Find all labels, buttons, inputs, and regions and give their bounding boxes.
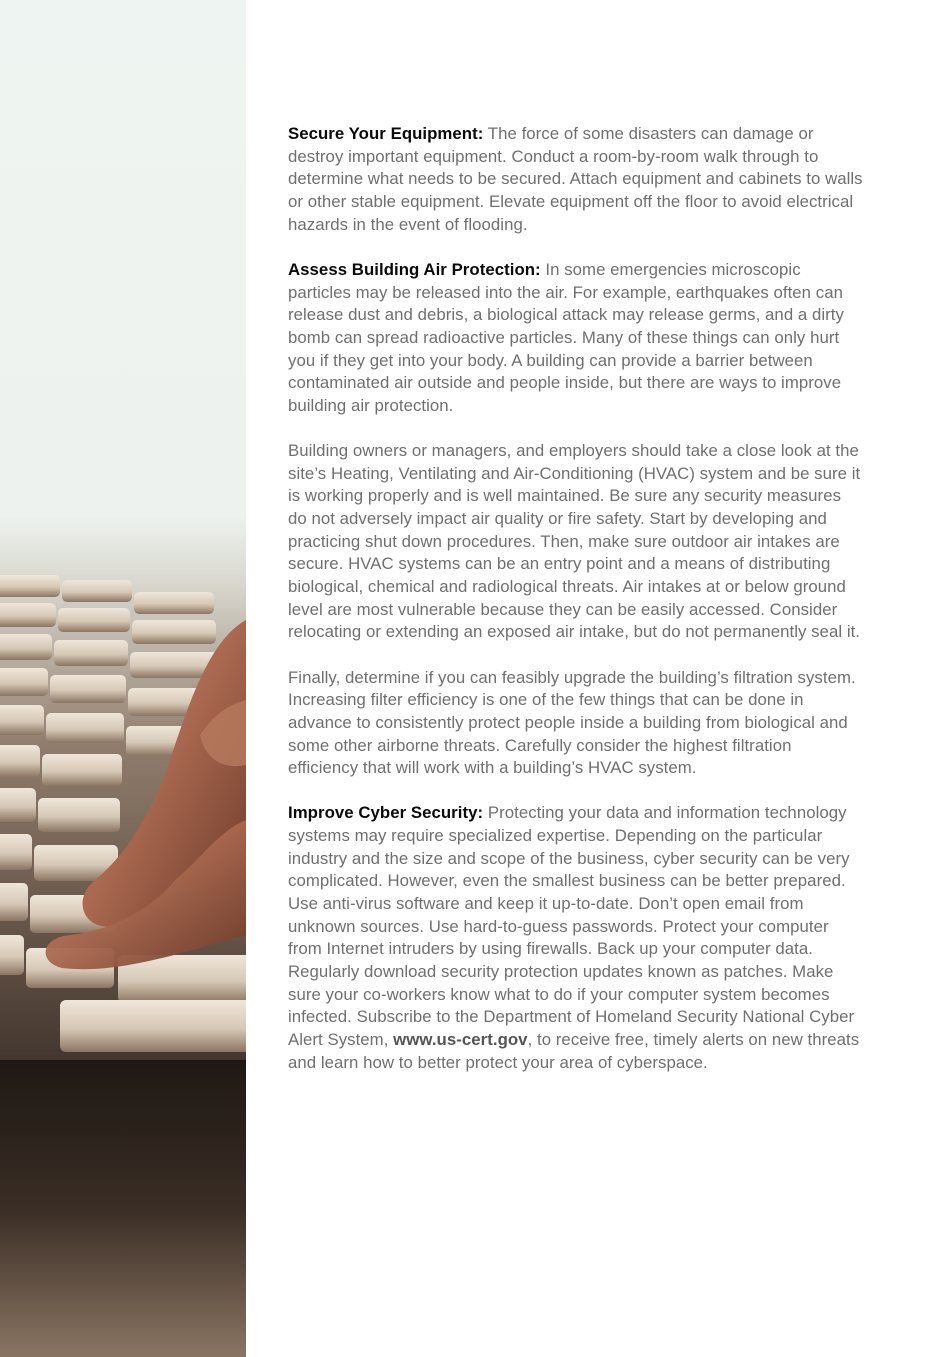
section-building-air bbox=[288, 259, 863, 418]
body-cyber-security-end: , to receive free, timely alerts on new threats and learn how to better protect your area of cyberspace. bbox=[288, 1030, 860, 1072]
heading-building-air: Assess Building Air Protection: bbox=[288, 259, 541, 279]
heading-secure-equipment: Secure Your Equipment: bbox=[288, 124, 484, 143]
body-secure-equipment: The force of some disasters can damage or destroy important equipment. Conduct a room-by-room walk through to determine what needs to be secured. Attach equipment and cabinets to walls or other stable equipment. Elevate equipment off the floor to avoid electrical hazards in the event of flooding. bbox=[288, 124, 863, 234]
article-body bbox=[288, 123, 863, 1074]
body-hvac: Building owners or managers, and employers should take a close look at the site’s Heating, Ventilating and Air-Conditioning (HVAC) system and be sure it is working properly and is well maintained. Be sure any security measures do not adversely impact air quality or fire safety. Start by developing and practicing shut down procedures. Then, make sure outdoor air intakes are secure. HVAC systems can be an entry point and a means of distributing biological, chemical and radiological threats. Air intakes at or below ground level are most vulnerable because they can be easily accessed. Consider relocating or extending an exposed air intake, but do not permanently seal it. bbox=[288, 441, 861, 642]
section-hvac bbox=[288, 440, 863, 644]
body-filtration: Finally, determine if you can feasibly upgrade the building’s filtration system. Increasing filter efficiency is one of the few things that can be done in advance to consistently protect people inside a building from biological and some other airborne threats. Carefully consider the highest filtration efficiency that will work with a building’s HVAC system. bbox=[288, 667, 856, 778]
body-cyber-security: Protecting your data and information technology systems may require specialized expertise. Depending on the particular industry and the size and scope of the business, cyber security can be very complicated. However, even the smallest business can be better prepared. Use anti-virus software and keep it up-to-date. Don’t open email from unknown sources. Use hard-to-guess passwords. Protect your computer from Internet intruders by using firewalls. Back up your computer data. Regularly download security protection updates known as patches. Make sure your co-workers know what to do if your computer system becomes infected. Subscribe to the Department of Homeland Security National Cyber Alert System, bbox=[288, 803, 855, 1049]
section-cyber-security bbox=[288, 802, 863, 1074]
body-building-air: In some emergencies microscopic particles may be released into the air. For example, earthquakes often can release dust and debris, a biological attack may release germs, and a dirty bomb can spread radioactive particles. Many of these things can only hurt you if they get into your body. A building can provide a barrier between contaminated air outside and people inside, but there are ways to improve building air protection. bbox=[288, 259, 844, 415]
section-filtration bbox=[288, 667, 863, 780]
us-cert-link[interactable]: www.us-cert.gov bbox=[393, 1030, 528, 1049]
section-secure-equipment bbox=[288, 123, 863, 236]
keyboard-base bbox=[0, 1060, 246, 1357]
keyboard-hand-photo bbox=[0, 0, 246, 1357]
heading-cyber-security: Improve Cyber Security: bbox=[288, 803, 484, 823]
